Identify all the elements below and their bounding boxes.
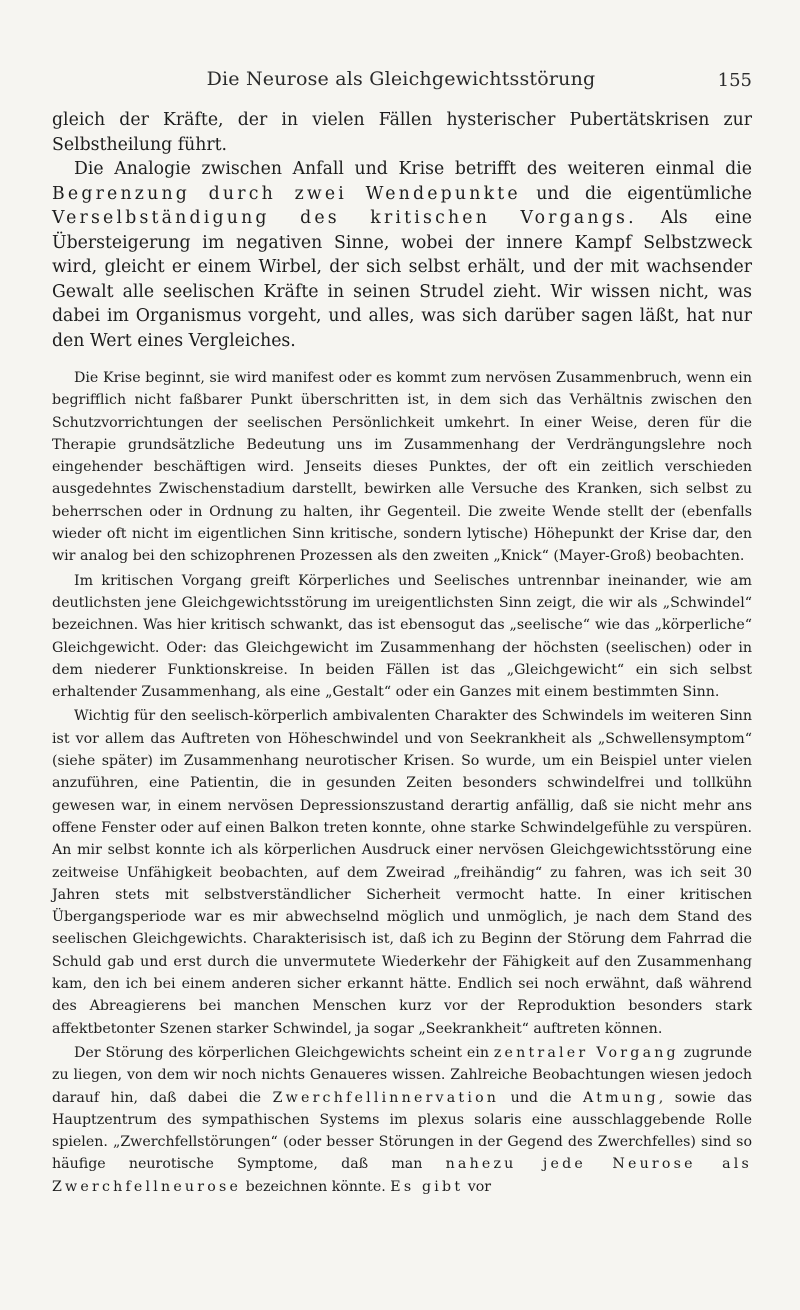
running-head-title: Die Neurose als Gleichgewichtsstörung — [206, 68, 596, 90]
paragraph-3: Die Krise beginnt, sie wird manifest oder es kommt zum nervösen Zusammenbruch, wenn ein begrifflich nicht faßbarer Punkt überschritten ist, in dem sich das Verhältnis zwischen den Schutzvorrichtungen der seelischen Persönlichkeit umkehrt. In einer Weise, deren für die Therapie grundsätzliche Bedeutung uns im Zusammenhang der Verdrängungslehre noch eingehender beschäftigen wird. Jenseits dieses Punktes, der oft ein zeitlich verschieden ausgedehntes Zwischenstadium darstellt, bewirken alle Versuche des Kranken, sich selbst zu beherrschen oder in Ordnung zu halten, ihr Gegenteil. Die zweite Wende stellt der (ebenfalls wieder oft nicht im eigentlichen Sinn kritische, sondern lytische) Höhepunkt der Krise dar, den wir analog bei den schizophrenen Prozessen als den zweiten „Knick“ (Mayer-Groß) beobachten. — [52, 370, 752, 565]
running-head — [50, 68, 752, 92]
emphasis-spaced: Begrenzung durch zwei Wendepunkte — [52, 183, 521, 204]
large-print-section — [52, 108, 752, 353]
text-run: bezeichnen könnte. — [241, 1178, 391, 1195]
paragraph-1: gleich der Kräfte, der in vielen Fällen hysterischer Pubertätskrisen zur Selbstheilung führt. — [52, 110, 752, 155]
text-run: Der Störung des körperlichen Gleichgewichts scheint ein — [74, 1044, 494, 1061]
emphasis-spaced: Es gibt — [390, 1178, 464, 1195]
text-run: , sowie das Hauptzentrum des sympathischen Systems im plexus solaris eine ausschlaggebende Rolle spielen. „Zwerchfellstörungen“ (oder besser Störungen in der Gegend des Zwerchfelles) sind so häufige neurotische Symptome, daß man — [52, 1089, 752, 1173]
emphasis-spaced: Verselbständigung des kritischen Vorgangs — [52, 208, 629, 228]
text-run: vor — [463, 1178, 492, 1195]
page-number: 155 — [717, 70, 752, 91]
emphasis-spaced: zentraler Vorgang — [493, 1044, 679, 1061]
paragraph-6 — [52, 1042, 752, 1198]
small-print-section — [52, 367, 752, 1198]
emphasis-spaced: Atmung — [583, 1089, 659, 1106]
text-run: zugrunde zu liegen, von dem wir noch nichts Genaueres wissen. Zahlreiche Beobachtungen wiesen jedoch darauf hin, daß dabei die — [52, 1044, 752, 1106]
emphasis-spaced: Zwerchfellinnervation — [272, 1089, 500, 1106]
paragraph-5: Wichtig für den seelisch-körperlich ambivalenten Charakter des Schwindels im weiteren Sinn ist vor allem das Auftreten von Höheschwindel und von Seekrankheit als „Schwellensymptom“ (siehe später) im Zusammenhang neurotischer Krisen. So wurde, um ein Beispiel unter vielen anzuführen, eine Patientin, die in gesunden Zeiten besonders schwindelfrei und tollkühn gewesen war, in einem nervösen Depressionszustand derartig anfällig, daß sie nicht mehr ans offene Fenster oder auf einen Balkon treten konnte, ohne starke Schwindelgefühle zu verspüren. An mir selbst konnte ich als körperlichen Ausdruck einer nervösen Gleichgewichtsstörung eine zeitweise Unfähigkeit beobachten, auf dem Zweirad „freihändig“ zu fahren, was ich seit 30 Jahren stets mit selbstverständlicher Sicherheit vermocht hatte. In einer kritischen Übergangsperiode war es mir abwechselnd möglich und unmöglich, je nach dem Stand des seelischen Gleichgewichts. Charakterisisch ist, daß ich zu Beginn der Störung dem Fahrrad die Schuld gab und erst durch die unvermutete Wiederkehr der Fähigkeit auf den Zusammenhang kam, den ich bei einem anderen sicher erkannt hätte. Endlich sei noch erwähnt, daß während des Abreagierens bei manchen Menschen kurz vor der Reproduktion besonders stark affektbetonter Szenen starker Schwindel, ja sogar „Seekrankheit“ auftreten können. — [52, 708, 752, 1037]
text-run: und die — [499, 1089, 584, 1106]
paragraph-4: Im kritischen Vorgang greift Körperliches und Seelisches untrennbar ineinander, wie am deutlichsten jene Gleichgewichtsstörung im ureigentlichsten Sinn zeigt, die wir als „Schwindel“ bezeichnen. Was hier kritisch schwankt, das ist ebensogut das „seelische“ wie das „körperliche“ Gleichgewicht. Oder: das Gleichgewicht im Zusammenhang der höchsten (seelischen) oder in dem niederer Funktionskreise. In beiden Fällen ist das „Gleichgewicht“ ein sich selbst erhaltender Zusammenhang, als eine „Gestalt“ oder ein Ganzes mit einem bestimmten Sinn. — [52, 572, 752, 701]
paragraph-2 — [52, 157, 752, 353]
page-body — [52, 108, 752, 1198]
text-run: und die eigentümliche — [520, 183, 752, 204]
text-run: Die Analogie zwischen Anfall und Krise betrifft des weiteren einmal die — [74, 159, 752, 179]
text-run: . Als eine Übersteigerung im negativen Sinne, wobei der innere Kampf Selbstzweck wird, gleicht er einem Wirbel, der sich selbst erhält, und der mit wachsender Gewalt alle seelischen Kräfte in seinen Strudel zieht. Wir wissen nicht, was dabei im Organismus vorgeht, und alles, was sich darüber sagen läßt, hat nur den Wert eines Vergleiches. — [52, 208, 753, 351]
emphasis-spaced: nahezu jede Neurose als Zwerchfellneurose — [52, 1156, 752, 1195]
